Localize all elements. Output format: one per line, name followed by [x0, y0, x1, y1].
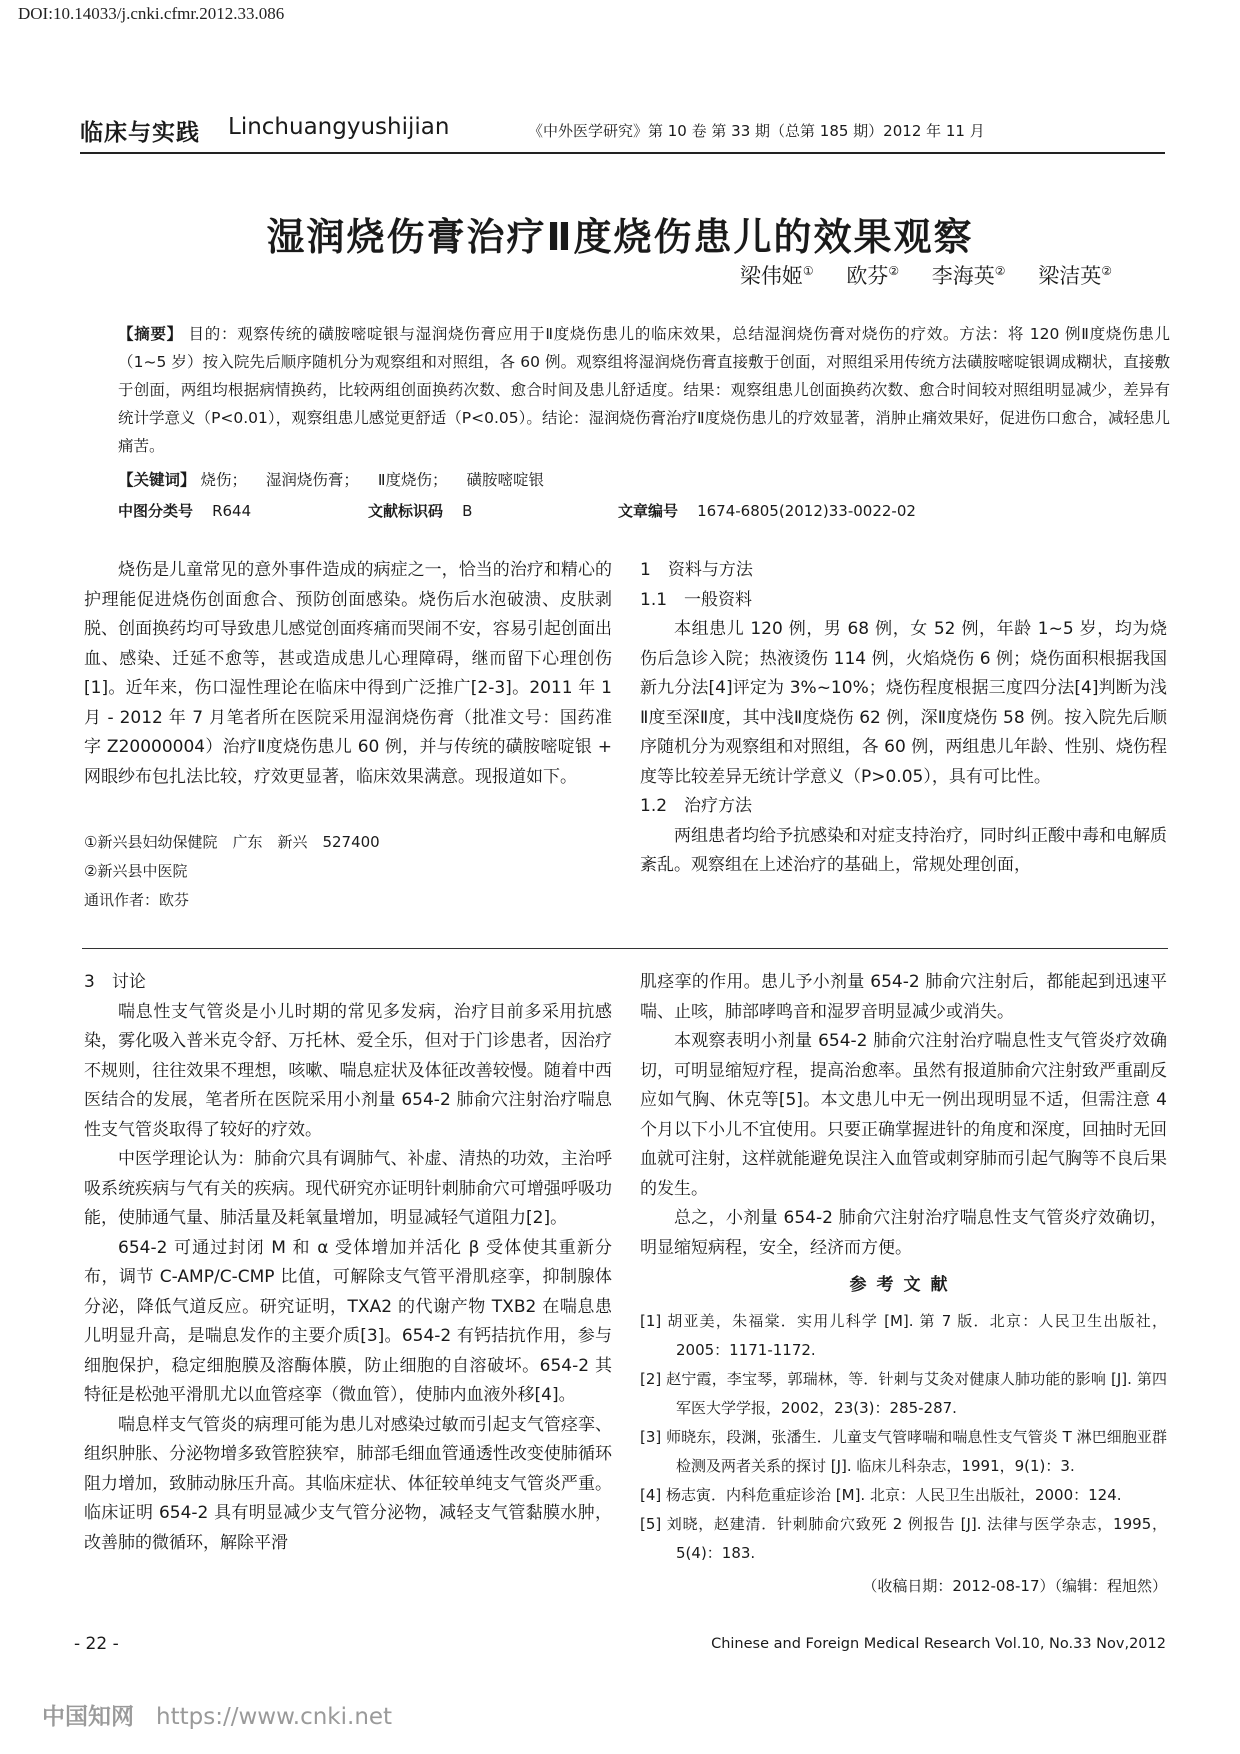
affiliation: ②新兴县中医院: [84, 862, 188, 880]
abstract-text: 目的：观察传统的磺胺嘧啶银与湿润烧伤膏应用于Ⅱ度烧伤患儿的临床效果，总结湿润烧伤膏对烧伤的疗效。方法：将 120 例Ⅱ度烧伤患儿（1~5 岁）按入院先后顺序随机分为观察组和对照组，各 60 例。观察组将湿润烧伤膏直接敷于创面，对照组采用传统方法磺胺嘧啶银调成糊状，直接敷于创面，两组均根据病情换药，比较两组创面换药次数、愈合时间及患儿舒适度。结果：观察组患儿创面换药次数、愈合时间较对照组明显减少，差异有统计学意义（P<0.01），观察组患儿感觉更舒适（P<0.05）。结论：湿润烧伤膏治疗Ⅱ度烧伤患儿的疗效显著，消肿止痛效果好，促进伤口愈合，减轻患儿痛苦。: [118, 325, 1170, 455]
reference-item: [1] 胡亚美，朱福棠．实用儿科学 [M]. 第 7 版．北京：人民卫生出版社，2005：1171-1172.: [640, 1311, 1167, 1359]
reference-item: [5] 刘晓，赵建清．针刺肺俞穴致死 2 例报告 [J]. 法律与医学杂志，1995，5(4)：183.: [640, 1514, 1167, 1562]
author-name: 李海英: [931, 264, 995, 288]
reference-item: [3] 师晓东，段渊，张潘生．儿童支气管哮喘和喘息性支气管炎 T 淋巴细胞亚群检测及两者关系的探讨 [J]. 临床儿科杂志，1991，9(1)：3.: [640, 1427, 1167, 1475]
keyword: 湿润烧伤膏；: [265, 471, 359, 489]
journal-footer: Chinese and Foreign Medical Research Vol.10, No.33 Nov,2012: [711, 1636, 1166, 1652]
article-no-label: 文章编号: [618, 502, 679, 520]
discussion-column-left: [84, 968, 612, 1558]
cnki-watermark: [42, 1698, 392, 1731]
journal-issue: 《中外医学研究》第 10 卷 第 33 期（总第 185 期）2012 年 11 月: [528, 122, 985, 140]
references-heading: 参考文献: [849, 1275, 958, 1295]
discussion-paragraph: 中医学理论认为：肺俞穴具有调肺气、补虚、清热的功效，主治呼吸系统疾病与气有关的疾病。现代研究亦证明针刺肺俞穴可增强呼吸功能，使肺通气量、肺活量及耗氧量增加，明显减轻气道阻力[2]。: [84, 1149, 612, 1228]
discussion-paragraph: 喘息样支气管炎的病理可能为患儿对感染过敏而引起支气管痉挛、组织肿胀、分泌物增多致管腔狭窄，肺部毛细血管通透性改变使肺循环阻力增加，致肺动脉压升高。其临床症状、体征较单纯支气管炎严重。临床证明 654-2 具有明显减少支气管分泌物，减轻支气管黏膜水肿，改善肺的微循环，解除平滑: [84, 1414, 612, 1553]
affiliation: ①新兴县妇幼保健院 广东 新兴 527400: [84, 833, 380, 851]
intro-paragraph: 烧伤是儿童常见的意外事件造成的病症之一，恰当的治疗和精心的护理能促进烧伤创面愈合、预防创面感染。烧伤后水泡破溃、皮肤剥脱、创面换药均可导致患儿感觉创面疼痛而哭闹不安，容易引起创面出血、感染、迁延不愈等，甚或造成患儿心理障碍，继而留下心理创伤[1]。近年来，伤口湿性理论在临床中得到广泛推广[2-3]。2011 年 1 月 - 2012 年 7 月笔者所在医院采用湿润烧伤膏（批准文号：国药准字 Z20000004）治疗Ⅱ度烧伤患儿 60 例，并与传统的磺胺嘧啶银 + 网眼纱布包扎法比较，疗效更显著，临床效果满意。现报道如下。: [84, 560, 612, 787]
author-affil-mark: ②: [888, 264, 900, 278]
discussion-paragraph: 喘息性支气管炎是小儿时期的常见多发病，治疗目前多采用抗感染，雾化吸入普米克令舒、万托林、爱全乐，但对于门诊患者，因治疗不规则，往往效果不理想，咳嗽、喘息症状及体征改善较慢。随着中西医结合的发展，笔者所在医院采用小剂量 654-2 肺俞穴注射治疗喘息性支气管炎取得了较好的疗效。: [84, 1001, 612, 1140]
section-name-cn: 临床与实践: [80, 120, 200, 146]
methods-column: [640, 556, 1167, 881]
section-heading: 3 讨论: [84, 972, 146, 992]
page-number: - 22 -: [74, 1634, 119, 1654]
corresponding-author: 通讯作者：欧芬: [84, 891, 190, 909]
clc-label: 中图分类号: [118, 502, 194, 520]
author-affil-mark: ②: [1101, 264, 1112, 278]
methods-paragraph: 本组患儿 120 例，男 68 例，女 52 例，年龄 1~5 岁，均为烧伤后急诊入院；热液烫伤 114 例，火焰烧伤 6 例；烧伤面积根据我国新九分法[4]评定为 3%~10%；烧伤程度根据三度四分法[4]判断为浅Ⅱ度至深Ⅱ度，其中浅Ⅱ度烧伤 62 例，深Ⅱ度烧伤 58 例。按入院先后顺序随机分为观察组和对照组，各 60 例，两组患儿年龄、性别、烧伤程度等比较差异无统计学意义（P>0.05），具有可比性。: [640, 619, 1167, 787]
author-affil-mark: ②: [994, 264, 1006, 278]
doi-line: DOI:10.14033/j.cnki.cfmr.2012.33.086: [18, 4, 285, 23]
discussion-paragraph: 本观察表明小剂量 654-2 肺俞穴注射治疗喘息性支气管炎疗效确切，可明显缩短疗程，提高治愈率。虽然有报道肺俞穴注射致严重副反应如气胸、休克等[5]。本文患儿中无一例出现明显不适，但需注意 4 个月以下小儿不宜使用。只要正确掌握进针的角度和深度，回抽时无回血就可注射，这样就能避免误注入血管或刺穿肺而引起气胸等不良后果的发生。: [640, 1031, 1167, 1199]
received-date: （收稿日期：2012-08-17）（编辑：程旭然）: [862, 1576, 1167, 1595]
keyword: Ⅱ度烧伤；: [377, 471, 448, 489]
methods-paragraph: 两组患者均给予抗感染和对症支持治疗，同时纠正酸中毒和电解质紊乱。观察组在上述治疗的基础上，常规处理创面，: [640, 825, 1167, 875]
subsection-heading: 1.2 治疗方法: [640, 796, 753, 816]
doc-code-label: 文献标识码: [368, 502, 444, 520]
author: [846, 264, 899, 288]
author: [740, 264, 814, 288]
subsection-heading: 1.1 一般资料: [640, 589, 753, 610]
clc-value: R644: [212, 502, 252, 520]
keywords: [118, 468, 1170, 490]
abstract: [118, 320, 1170, 460]
affiliations: [84, 828, 380, 915]
article-title: 湿润烧伤膏治疗Ⅱ度烧伤患儿的效果观察: [266, 215, 974, 259]
discussion-paragraph: 肌痉挛的作用。患儿予小剂量 654-2 肺俞穴注射后，都能起到迅速平喘、止咳，肺部哮鸣音和湿罗音明显减少或消失。: [640, 972, 1167, 1022]
author-name: 梁洁英: [1038, 264, 1102, 288]
cnki-logo-text: 中国知网: [42, 1704, 134, 1730]
keyword: 烧伤；: [200, 471, 247, 489]
section-heading: 1 资料与方法: [640, 560, 753, 580]
article-no-value: 1674-6805(2012)33-0022-02: [697, 502, 916, 520]
author-affil-mark: ①: [802, 264, 814, 278]
journal-header: [80, 112, 1165, 154]
keywords-label: 【关键词】: [118, 471, 196, 489]
intro-column: [84, 556, 612, 792]
cnki-url: https://www.cnki.net: [156, 1704, 393, 1730]
author: [1038, 264, 1112, 288]
author-list: [714, 260, 1112, 290]
author: [932, 264, 1006, 288]
section-name-pinyin: Linchuangyushijian: [228, 114, 450, 140]
discussion-paragraph: 654-2 可通过封闭 M 和 α 受体增加并活化 β 受体使其重新分布，调节 C-AMP/C-CMP 比值，可解除支气管平滑肌痉挛，抑制腺体分泌，降低气道反应。研究证明，TXA2 的代谢产物 TXB2 在喘息患儿明显升高，是喘息发作的主要介质[3]。654-2 有钙拮抗作用，参与细胞保护，稳定细胞膜及溶酶体膜，防止细胞的自溶破坏。654-2 其特征是松弛平滑肌尤以血管痉挛（微血管），使肺内血液外移[4]。: [84, 1237, 612, 1405]
reference-item: [4] 杨志寅．内科危重症诊治 [M]. 北京：人民卫生出版社，2000：124.: [640, 1485, 1122, 1504]
discussion-paragraph: 总之，小剂量 654-2 肺俞穴注射治疗喘息性支气管炎疗效确切，明显缩短病程，安全，经济而方便。: [640, 1208, 1167, 1258]
abstract-label: 【摘要】: [118, 325, 183, 343]
section-divider: [82, 948, 1168, 949]
author-name: 欧芬: [846, 264, 889, 288]
discussion-column-right: [640, 968, 1167, 1601]
keyword: 磺胺嘧啶银: [466, 471, 544, 489]
doc-code-value: B: [462, 502, 473, 520]
reference-item: [2] 赵宁霞，李宝琴，郭瑞林，等．针刺与艾灸对健康人肺功能的影响 [J]. 第四军医大学学报，2002，23(3)：285-287.: [640, 1369, 1167, 1417]
author-name: 梁伟姬: [739, 264, 803, 288]
